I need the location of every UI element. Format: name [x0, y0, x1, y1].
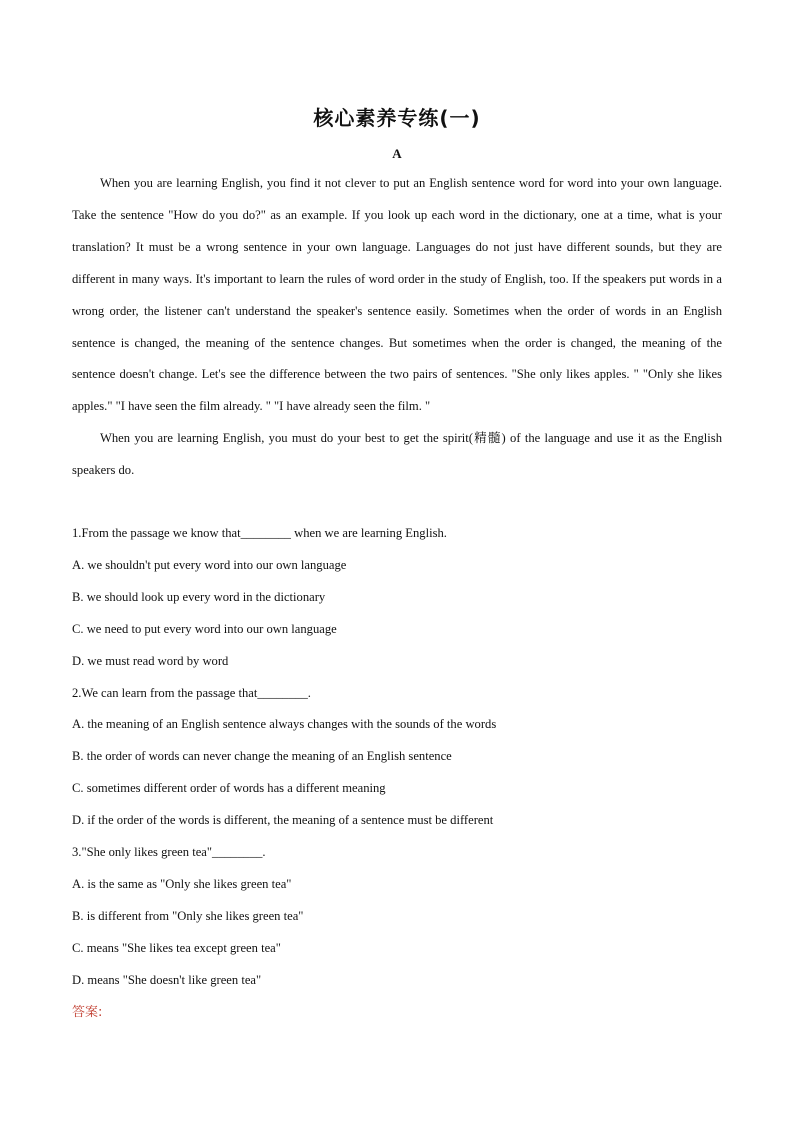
question-3-option-b: B. is different from "Only she likes green tea": [72, 908, 304, 923]
question-1-option-a: A. we shouldn't put every word into our own language: [72, 557, 347, 572]
section-label: A: [392, 146, 402, 161]
question-3-option-c: C. means "She likes tea except green tea": [72, 940, 281, 955]
question-1-option-b: B. we should look up every word in the dictionary: [72, 589, 326, 604]
question-list: [72, 518, 722, 997]
question-1-option-c: C. we need to put every word into our own language: [72, 621, 337, 636]
question-2-stem: 2.We can learn from the passage that________.: [72, 685, 311, 700]
question-3-option-d: D. means "She doesn't like green tea": [72, 972, 262, 987]
question-2-option-a: A. the meaning of an English sentence always changes with the sounds of the words: [72, 717, 497, 732]
question-3-option-a: A. is the same as "Only she likes green tea": [72, 876, 292, 891]
passage-paragraph-1: When you are learning English, you find it not clever to put an English sentence word for word into your own language. Take the sentence "How do you do?" as an example. If you look up each word in the dictionary, one at a time, what is your translation? It must be a wrong sentence in your own language. Languages do not just have different sounds, but they are different in many ways. It's important to learn the rules of word order in the study of English, too. If the speakers put words in a wrong order, the listener can't understand the speaker's sentence easily. Sometimes when the order of words in an English sentence is changed, the meaning of the sentence changes. But sometimes when the order is changed, the meaning of the sentence doesn't change. Let's see the difference between the two pairs of sentences. "She only likes apples. " "Only she likes apples." "I have seen the film already. " "I have already seen the film. ": [72, 176, 722, 414]
question-2-option-b: B. the order of words can never change the meaning of an English sentence: [72, 749, 452, 764]
answer-label: 答案:: [72, 1005, 103, 1020]
reading-passage: [72, 168, 722, 487]
question-3-stem: 3."She only likes green tea"________.: [72, 845, 266, 860]
question-1-stem: 1.From the passage we know that________ when we are learning English.: [72, 526, 447, 540]
page-title: 核心素养专练(一): [313, 106, 481, 130]
question-2-option-d: D. if the order of the words is different, the meaning of a sentence must be different: [72, 813, 494, 828]
passage-paragraph-2: When you are learning English, you must do your best to get the spirit(精髓) of the language and use it as the English speakers do.: [72, 431, 722, 478]
question-1-option-d: D. we must read word by word: [72, 653, 229, 668]
question-2-option-c: C. sometimes different order of words has a different meaning: [72, 781, 386, 796]
